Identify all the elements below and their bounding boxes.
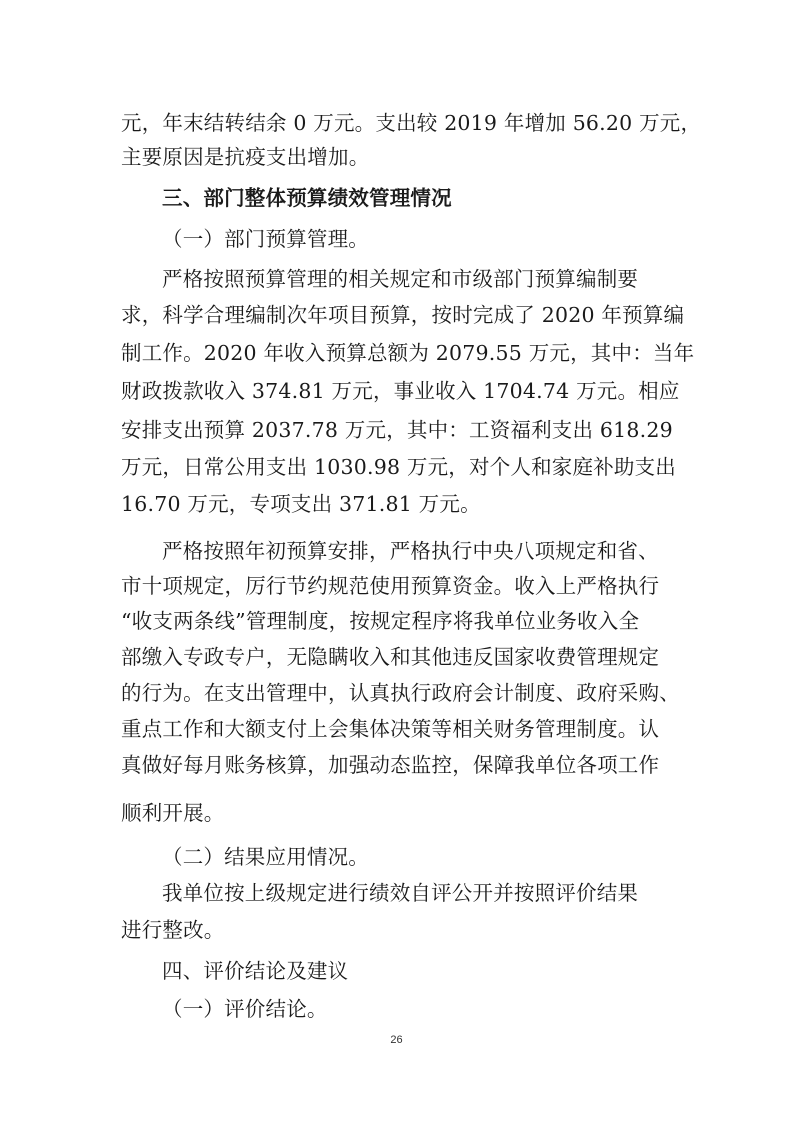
page-number: 26	[390, 1034, 403, 1046]
body-text-line: 主要原因是抗疫支出增加。	[121, 145, 370, 169]
body-text-line: 我单位按上级规定进行绩效自评公开并按照评价结果	[162, 881, 639, 905]
body-text-line: 求，科学合理编制次年项目预算，按时完成了 2020 年预算编	[121, 303, 685, 327]
body-text-line: 市十项规定，厉行节约规范使用预算资金。收入上严格执行	[121, 574, 660, 598]
subsection-heading: （二）结果应用情况。	[162, 845, 369, 869]
body-text-line: 部缴入专政专户，无隐瞒收入和其他违反国家收费管理规定	[121, 645, 660, 669]
body-text-line: 安排支出预算 2037.78 万元，其中：工资福利支出 618.29	[121, 418, 673, 442]
section-heading: 四、评价结论及建议	[162, 959, 349, 983]
body-text-line: 的行为。在支出管理中，认真执行政府会计制度、政府采购、	[121, 681, 680, 705]
body-text-line: 顺利开展。	[121, 801, 225, 825]
body-text-line: 万元，日常公用支出 1030.98 万元，对个人和家庭补助支出	[121, 455, 677, 479]
section-heading: 三、部门整体预算绩效管理情况	[162, 186, 452, 210]
body-text-line: 元，年末结转结余 0 万元。支出较 2019 年增加 56.20 万元，	[121, 111, 702, 135]
body-text-line: 财政拨款收入 374.81 万元，事业收入 1704.74 万元。相应	[121, 379, 680, 403]
body-text-line: “收支两条线”管理制度，按规定程序将我单位业务收入全	[121, 609, 640, 633]
subsection-heading: （一）评价结论。	[162, 997, 328, 1021]
body-text-line: 进行整改。	[121, 918, 225, 942]
body-text-line: 制工作。2020 年收入预算总额为 2079.55 万元，其中：当年	[121, 341, 695, 365]
body-text-line: 重点工作和大额支付上会集体决策等相关财务管理制度。认	[121, 717, 660, 741]
body-text-line: 严格按照预算管理的相关规定和市级部门预算编制要	[162, 267, 639, 291]
body-text-line: 16.70 万元，专项支出 371.81 万元。	[121, 492, 481, 516]
subsection-heading: （一）部门预算管理。	[162, 227, 369, 251]
body-text-line: 严格按照年初预算安排，严格执行中央八项规定和省、	[162, 539, 659, 563]
body-text-line: 真做好每月账务核算，加强动态监控，保障我单位各项工作	[121, 753, 660, 777]
